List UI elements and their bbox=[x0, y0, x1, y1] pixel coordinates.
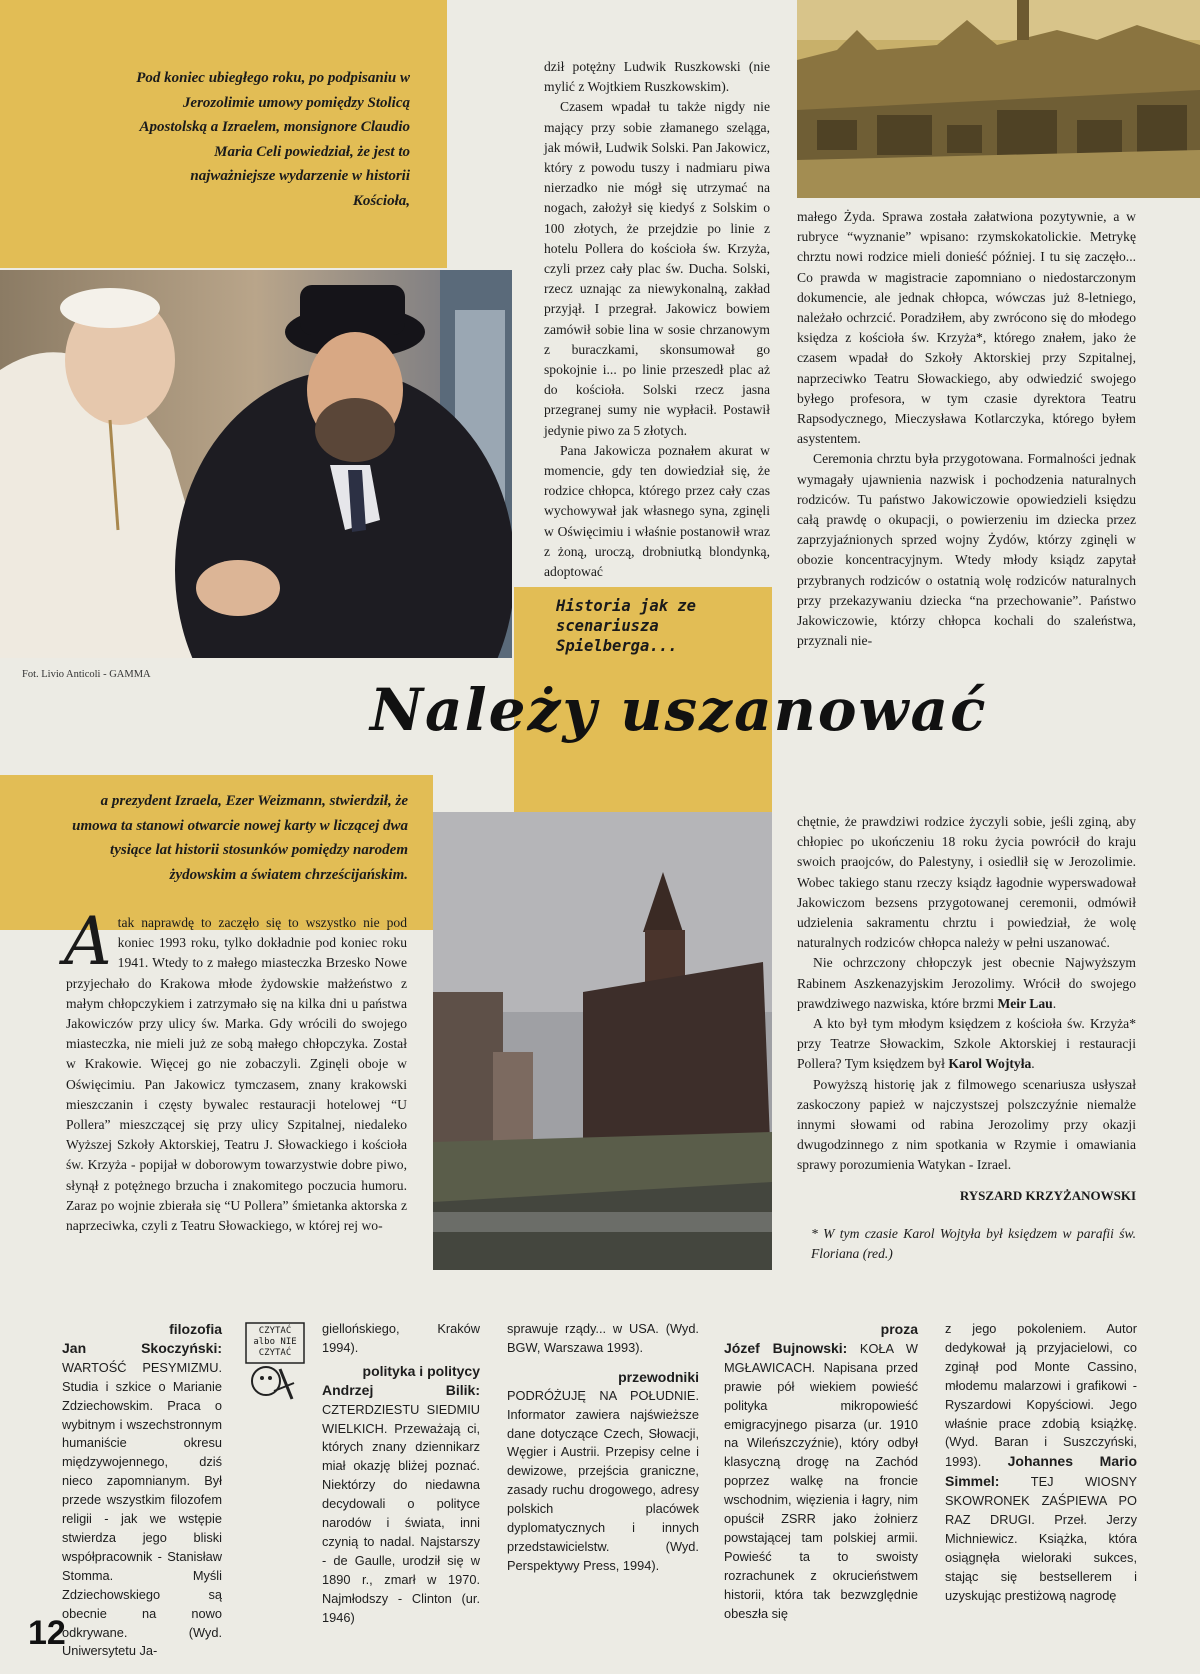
page-number: 12 bbox=[28, 1614, 66, 1652]
article-col3-p1: małego Żyda. Sprawa została załatwiona pozytywnie, a w rubryce “wyznanie” wpisano: rzymskokatolickie. Metrykę chrztu nowi rodzice mieli donieść później. I tu się zaczęło... Co prawda w magistracie zapomniano o niedostarczonym dokumencie, ale jednak chłopca, wówczas już 8-letniego, należało ochrzcić. Poradziłem, aby zwrócono się do młodego księdza z kościoła św. Krzyża*, którego znałem, jako że czasem wpadał do Szkoły Aktorskiej przy Szpitalnej, naprzeciwko Teatru Słowackiego, aby odwiedzić swojego byłego profesora, w tym czasie dyrektora Teatru Rapsodycznego, Mieczysława Kotlarczyka, którego byłem asystentem. bbox=[797, 209, 1136, 447]
photo-church bbox=[433, 812, 772, 1270]
review-title-wartosc: WARTOŚĆ PESYMIZMU. bbox=[62, 1359, 222, 1375]
article-col4-p3: A kto był tym młodym księdzem z kościoła św. Krzyża* przy Teatrze Słowackim, Szkole Aktorskiej i restauracji Pollera? Tym księdzem był Karol Wojtyła. bbox=[797, 1016, 1136, 1072]
photo-credit: Fot. Livio Anticoli - GAMMA bbox=[22, 669, 151, 680]
review-column-3: sprawuje rządy... w USA. (Wyd. BGW, Warszawa 1993). przewodniki PODRÓŻUJĘ NA POŁUDNIE. Informator zawiera najświeższe dane dotyczące Czech, Słowacji, Węgier i Austrii. Przepisy celne i dewizowe, przejścia graniczne, zasady ruchu drogowego, adresy polskich placówek dyplomatycznych i innych przedstawicielstw. (Wyd. Perspektywy Press, 1994). bbox=[507, 1321, 699, 1573]
article-col3-p2: Ceremonia chrztu była przygotowana. Formalności jednak wymagały ujawnienia nazwisk i pochodzenia naturalnych rodziców. Tu państwo Jakowiczowie opowiedzieli księdzu całą prawdę o okupacji, o powierzeniu im dziecka przez zaprzyjaźnionych sprzed wojny Żydów, którzy zginęli w obozie koncentracyjnym. Wtedy młody ksiądz zapytał przybranych rodziców o ostatnią wolę rodziców naturalnych przy przekazywaniu dziecka “na przechowanie”. Państwo Jakowiczowie, którzy chłopca kochali do szaleństwa, przyznali nie- bbox=[797, 451, 1136, 649]
review-title-czterdziestu: CZTERDZIESTU SIEDMIU WIELKICH. bbox=[322, 1401, 480, 1436]
review-author-bilik: Andrzej Bilik: bbox=[322, 1381, 480, 1398]
review-section-filozofia: filozofia bbox=[169, 1321, 222, 1337]
review-column-4: proza Józef Bujnowski: KOŁA W MGŁAWICACH. Napisana przed prawie pół wiekiem powieść polityka mikropowieść emigracyjnego pisarza (ur. 1910 na Wileńszczyźnie), który odbył klasyczną drogę na Zachód poprzez walkę na froncie wschodnim, więzienia i łagry, nim opuścił ZSRR jako żołnierz powstającej tam polskiej armii. Powieść ta to swoisty rozrachunek z okrucieństwem historii, która tak bezwzględnie obeszła się bbox=[724, 1321, 919, 1621]
article-col2-p2: Czasem wpadał tu także nigdy nie mający przy sobie złamanego szeląga, jak mówił, Ludwik Solski. Pan Jakowicz, który z powodu tuszy i nadmiaru piwa nierzadko nie mógł się utrzymać na nogach, założył się kiedyś z Solskim o 100 złotych, że przejdzie po linie z hotelu Pollera do kościoła św. Krzyża, czyli przez cały plac św. Ducha. Solski, rzecz uznając za niewykonalną, zakład przyjął. I przegrał. Jakowicz bowiem zamówił sobie lina w sosie chrzanowym z buraczkami, skonsumował go spokojnie i... po linie przeszedł plac aż do kościoła. Solski rzecz jasna przegranej sumy nie wypłacił. Postawił jedynie piwo za 5 złotych. bbox=[544, 99, 770, 438]
gold-block-top-strip bbox=[433, 0, 447, 268]
lede-top: Pod koniec ubiegłego roku, po podpisaniu w Jerozolimie umowy pomiędzy Stolicą Apostolską a Izraelem, monsignore Claudio Maria Celi powiedział, że jest to najważniejsze wydarzenie w historii Kościoła, bbox=[136, 70, 410, 209]
review-section-polityka: polityka i politycy bbox=[362, 1362, 480, 1379]
photo-cityscape bbox=[797, 0, 1200, 198]
article-col4-p2: Nie ochrzczony chłopczyk jest obecnie Najwyższym Rabinem Aszkenazyjskim Jerozolimy. Wrócił do swojego prawdziwego nazwiska, które brzmi Meir Lau. bbox=[797, 955, 1136, 1011]
headline: Należy uszanować bbox=[370, 676, 988, 744]
article-col4-p4: Powyższą historię jak z filmowego scenariusza usłyszał zaskoczony papież w najczystszej polszczyźnie niemalże innymi słowami od rabina Jerozolimy przy okazji dwugodzinnego z nim spotkania w Rzymie i omawiania sprawy porozumienia Watykan - Izrael. bbox=[797, 1076, 1136, 1173]
review-author-skoczynski: Jan Skoczyński: bbox=[62, 1339, 222, 1356]
name-karol-wojtyla: Karol Wojtyła bbox=[948, 1056, 1032, 1072]
lede-bottom: a prezydent Izraela, Ezer Weizmann, stwierdził, że umowa ta stanowi otwarcie nowej karty w liczącej dwa tysiące lat historii stosunków pomiędzy narodem żydowskim a światem chrześcijańskim. bbox=[72, 793, 408, 883]
dropcap: A bbox=[64, 903, 112, 980]
footnote: * W tym czasie Karol Wojtyła był księdzem w parafii św. Floriana (red.) bbox=[811, 1225, 1136, 1261]
photo-pope-and-rabbi-image bbox=[0, 270, 512, 658]
review-column-1: filozofia Jan Skoczyński: WARTOŚĆ PESYMIZMU. Studia i szkice o Marianie Zdziechowskim. Praca o wybitnym i wszechstronnym humaniście okresu międzywojennego, dziś nieco zapomnianym. Był przede wszystkim filozofem religii - jak we wstępie stwierdza jego bliski współpracownik - Stanisław Stomma. Myśli Zdziechowskiego są obecnie na nowo odkrywane. (Wyd. Uniwersytetu Ja- bbox=[62, 1321, 222, 1659]
photo-church-image bbox=[433, 812, 772, 1270]
review-column-5: z jego pokoleniem. Autor dedykował ją przyjacielowi, co zginął pod Monte Cassino, młodemu malarzowi i grafikowi - Ryszardowi Kopyściowi. Jego właśnie prace zdobią książkę. (Wyd. Baran i Suszczyński, 1993). Johannes Mario Simmel: TEJ WIOSNY SKOWRONEK ZAŚPIEWA PO RAZ DRUGI. Przeł. Jerzy Michniewicz. Książka, która osiągnęła wieloraki sukces, stając się bestsellerem i uzyskując prestiżową nagrodę bbox=[945, 1321, 1137, 1603]
article-col2-p1: dził potężny Ludwik Ruszkowski (nie mylić z Wojtkiem Ruszkowskim). bbox=[544, 59, 770, 95]
review-author-simmel: Johannes Mario Simmel: bbox=[945, 1453, 1137, 1490]
article-col2-p3: Pana Jakowicza poznałem akurat w momencie, gdy ten dowiedział się, że rodzice chłopca, którego przez cały czas wychowywał jak własnego syna, zginęli w Oświęcimiu i właśnie postanowił wraz z żoną, uroczą, drobniutką blondynką, adoptować bbox=[544, 442, 770, 580]
review-section-proza: proza bbox=[880, 1321, 918, 1337]
review-section-przewodniki: przewodniki bbox=[618, 1368, 699, 1385]
review-title-podrozuje: PODRÓŻUJĘ NA POŁUDNIE. bbox=[507, 1387, 699, 1403]
review-author-bujnowski: Józef Bujnowski: bbox=[724, 1339, 848, 1356]
author-byline: RYSZARD KRZYŻANOWSKI bbox=[959, 1187, 1136, 1203]
article-column-4 bbox=[797, 812, 1136, 1264]
czytac-logo-text: CZYTAĆ albo NIE CZYTAĆ bbox=[253, 1326, 297, 1358]
czytac-logo bbox=[244, 1321, 306, 1403]
review-title-kola: KOŁA W MGŁAWICACH. bbox=[724, 1340, 918, 1375]
article-column-2 bbox=[544, 57, 770, 582]
review-column-2: giellońskiego, Kraków 1994). polityka i politycy Andrzej Bilik: CZTERDZIESTU SIEDMIU WIELKICH. Przeważają ci, których znany dziennikarz miał okazję bliżej poznać. Niektórzy do niedawna decydowali o polityce narodów i świata, inni czynią to nadal. Najstarszy - de Gaulle, urodził się w 1890 r., zmarł w 1970. Najmłodszy - Clinton (ur. 1946) bbox=[322, 1321, 481, 1625]
name-meir-lau: Meir Lau bbox=[997, 995, 1053, 1011]
article-col4-p1: chętnie, że prawdziwi rodzice życzyli sobie, jeśli zginą, aby chłopiec po ukończeniu 18 roku życia powrócił do kraju swoich praojców, do Palestyny, i osiedlił się w Jerozolimie. Wobec takiego stanu rzeczy ksiądz łagodnie wyperswadował Jakowiczom bezsens przygotowanej ceremonii, odmówił udzielenia sakramentu chrztu i powiedział, że wolę naturalnych rodziców chłopca należy w pełni uszanować. bbox=[797, 814, 1136, 951]
photo-pope-and-rabbi bbox=[0, 270, 512, 658]
article-column-3 bbox=[797, 207, 1136, 651]
article-column-1 bbox=[64, 903, 407, 1236]
photo-cityscape-image bbox=[797, 0, 1200, 198]
article-column-1-text: tak naprawdę to zaczęło się to wszystko nie pod koniec 1993 roku, tylko dokładnie pod koniec roku 1941. Wtedy to z małego miasteczka Brzesko Nowe przyjechało do Krakowa młode żydowskie małżeństwo z małym chłopczykiem i zatrzymało się na kilka dni u państwa Jakowiczów przy ulicy św. Marka. Gdy wrócili do swojego miasteczka, nie mieli już ze sobą małego chłopczyka. Został w Krakowie. Więcej go nie zobaczyli. Zginęli oboje w Oświęcimiu. Pan Jakowicz tymczasem, znany krakowski mieszczanin i częsty bywalec restauracji hotelowej “U Pollera” mieszczącej się przy ulicy Szpitalnej, niedaleko Wyższej Szkoły Aktorskiej, Teatru J. Słowackiego i kościoła św. Krzyża - popijał w doborowym towarzystwie dobre piwo, słynął z potężnego brzucha i znakomitego poczucia humoru. Zaraz po wojnie zbierała się “U Pollera” śmietanka aktorska z naprzeciwka, czyli z Teatru Słowackiego, w której rej wo- bbox=[66, 915, 407, 1234]
review-title-tej-wiosny: TEJ WIOSNY SKOWRONEK ZAŚPIEWA PO RAZ DRUGI. bbox=[945, 1474, 1137, 1528]
subtitle: Historia jak ze scenariusza Spielberga... bbox=[556, 597, 696, 655]
